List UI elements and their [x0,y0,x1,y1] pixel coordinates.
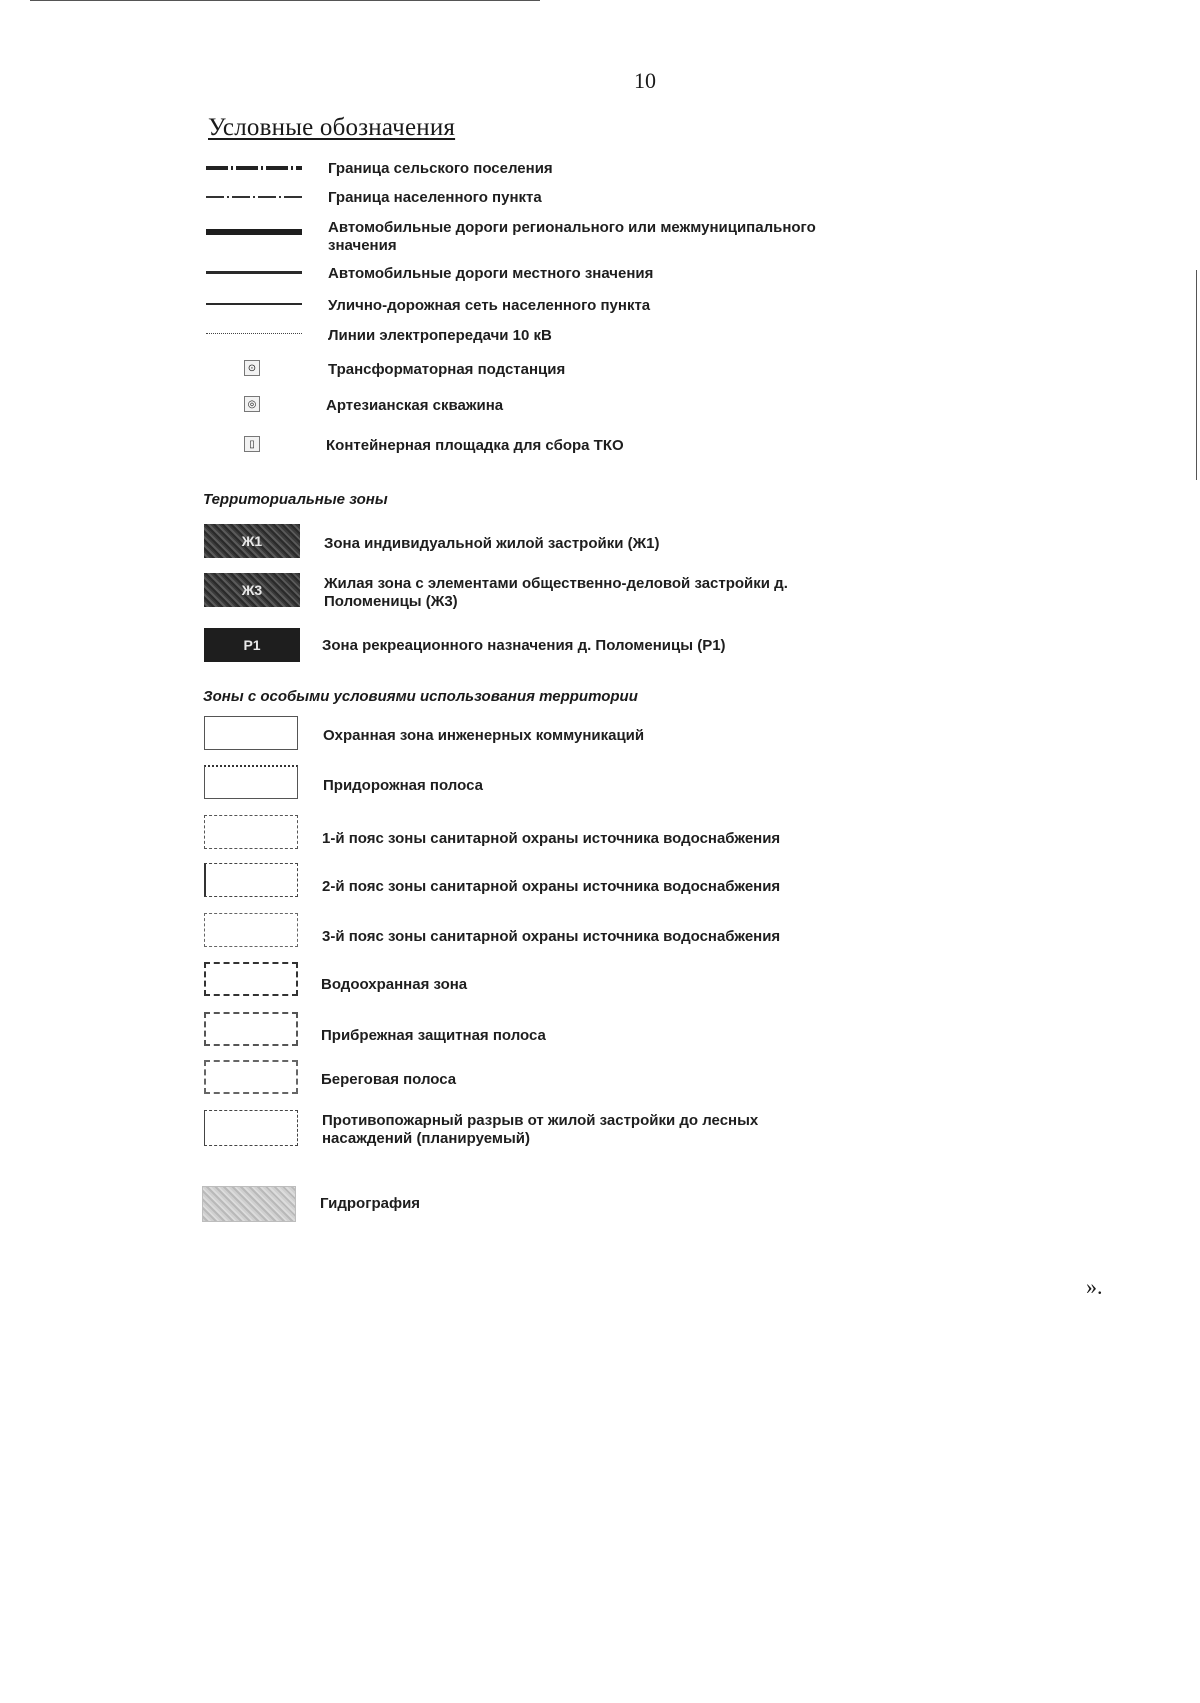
power-line-label: Линии электропередачи 10 кВ [328,327,552,344]
zone-r1-swatch: Р1 [204,628,300,662]
scan-edge-right [1196,270,1197,480]
zone-r1-label: Зона рекреационного назначения д. Поломеницы (Р1) [322,637,726,654]
shoreline-strip-symbol [204,1060,298,1094]
street-network-label: Улично-дорожная сеть населенного пункта [328,297,651,314]
legend-title: Условные обозначения [208,114,456,141]
well-label: Артезианская скважина [326,397,504,414]
regional-road-symbol [206,229,302,235]
village-boundary-symbol [206,166,302,170]
coastal-protection-strip-symbol [204,1012,298,1046]
firebreak-label: Противопожарный разрыв от жилой застройки до лесных насаждений (планируемый) [322,1112,759,1147]
sanitary-belt-2-symbol [204,863,298,897]
settlement-boundary-symbol [206,196,302,198]
zone-zh3-swatch: Ж3 [204,573,300,607]
substation-label: Трансформаторная подстанция [328,361,566,378]
sanitary-belt-1-symbol [204,815,298,849]
sanitary-belt-3-label: 3-й пояс зоны санитарной охраны источника водоснабжения [322,928,781,945]
territorial-zones-heading: Территориальные зоны [203,491,388,508]
zone-zh3-label: Жилая зона с элементами общественно-деловой застройки д. Поломеницы (Ж3) [324,575,788,610]
water-protection-zone-symbol [204,962,298,996]
sanitary-belt-1-label: 1-й пояс зоны санитарной охраны источника водоснабжения [322,830,781,847]
local-road-symbol [206,271,302,274]
waste-container-icon: ▯ [244,436,260,452]
page-number: 10 [634,68,656,93]
hydrography-swatch [202,1186,296,1222]
water-protection-zone-label: Водоохранная зона [321,976,468,993]
roadside-strip-symbol [204,765,298,799]
roadside-strip-label: Придорожная полоса [323,777,483,794]
utility-protection-zone-symbol [204,716,298,750]
sanitary-belt-3-symbol [204,913,298,947]
waste-container-label: Контейнерная площадка для сбора ТКО [326,437,624,454]
street-network-symbol [206,303,302,305]
closing-quote: ». [1086,1274,1103,1299]
substation-icon: ⊙ [244,360,260,376]
firebreak-symbol [204,1110,298,1146]
power-line-symbol [206,333,302,335]
village-boundary-label: Граница сельского поселения [328,160,553,177]
special-zones-heading: Зоны с особыми условиями использования территории [203,688,638,705]
well-icon: ◎ [244,396,260,412]
utility-protection-zone-label: Охранная зона инженерных коммуникаций [323,727,645,744]
zone-zh1-swatch: Ж1 [204,524,300,558]
scan-edge-top [30,0,540,1]
local-road-label: Автомобильные дороги местного значения [328,265,654,282]
regional-road-label: Автомобильные дороги регионального или межмуниципального значения [328,219,816,254]
sanitary-belt-2-label: 2-й пояс зоны санитарной охраны источника водоснабжения [322,878,781,895]
settlement-boundary-label: Граница населенного пункта [328,189,542,206]
hydrography-label: Гидрография [320,1195,421,1212]
shoreline-strip-label: Береговая полоса [321,1071,457,1088]
zone-zh1-label: Зона индивидуальной жилой застройки (Ж1) [324,535,660,552]
coastal-protection-strip-label: Прибрежная защитная полоса [321,1027,546,1044]
